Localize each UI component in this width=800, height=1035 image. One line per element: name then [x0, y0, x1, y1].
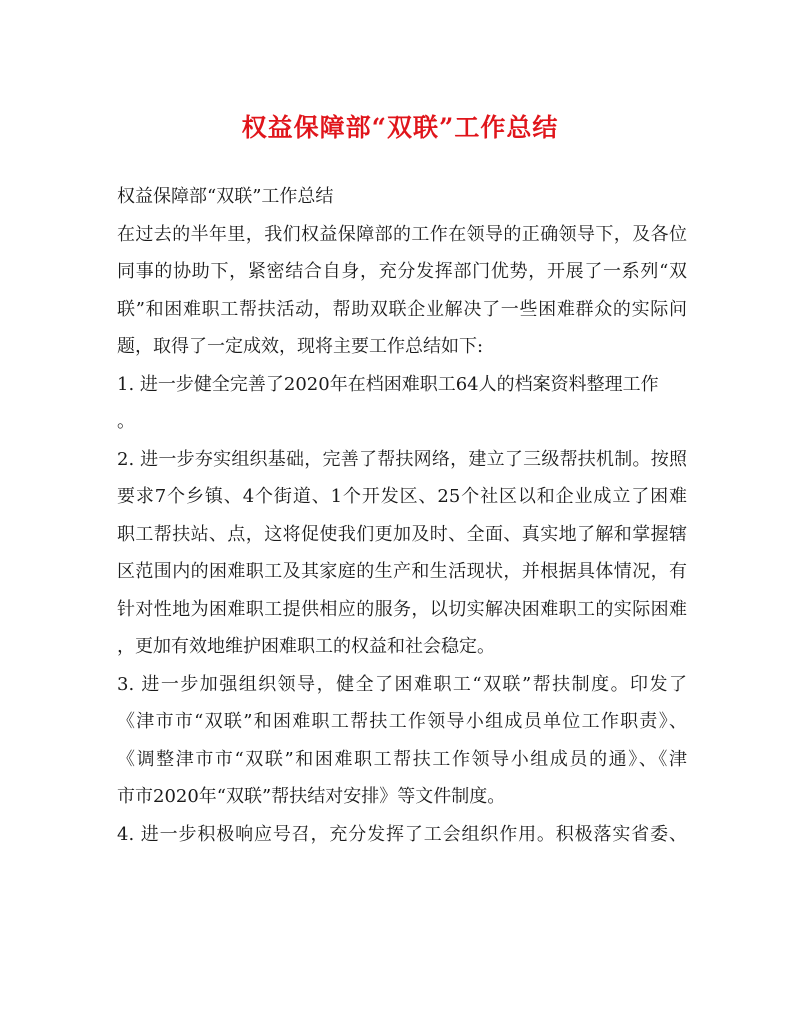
- body-line: 市市2020年“双联”帮扶结对安排》等文件制度。: [117, 786, 506, 807]
- body-line-subtitle: 权益保障部“双联”工作总结: [117, 186, 334, 207]
- body-line: 针对性地为困难职工提供相应的服务，以切实解决困难职工的实际困难: [117, 598, 687, 620]
- body-line-item-3: 3. 进一步加强组织领导，健全了困难职工“双联”帮扶制度。印发了: [117, 673, 688, 695]
- body-line: 同事的协助下，紧密结合自身，充分发挥部门优势，开展了一系列“双: [117, 261, 687, 282]
- body-line: 要求7个乡镇、4个街道、1个开发区、25个社区以和企业成立了困难: [117, 486, 687, 507]
- document-body: [117, 178, 687, 853]
- body-line-item-1: 1. 进一步健全完善了2020年在档困难职工64人的档案资料整理工作: [117, 373, 659, 395]
- body-line: 在过去的半年里，我们权益保障部的工作在领导的正确领导下，及各位: [117, 223, 687, 245]
- body-line: 联”和困难职工帮扶活动，帮助双联企业解决了一些困难群众的实际问: [117, 298, 687, 320]
- document-title: 权益保障部“双联”工作总结: [241, 113, 559, 142]
- body-line-item-4: 4. 进一步积极响应号召，充分发挥了工会组织作用。积极落实省委、: [117, 823, 687, 845]
- body-line: 职工帮扶站、点，这将促使我们更加及时、全面、真实地了解和掌握辖: [117, 523, 687, 545]
- body-line: ，更加有效地维护困难职工的权益和社会稳定。: [117, 636, 495, 657]
- body-line: 《调整津市市“双联”和困难职工帮扶工作领导小组成员的通》、《津: [117, 748, 687, 770]
- body-line: 《津市市“双联”和困难职工帮扶工作领导小组成员单位工作职责》、: [117, 711, 687, 732]
- body-line: 题，取得了一定成效，现将主要工作总结如下:: [117, 336, 484, 357]
- body-line: 。: [117, 411, 135, 432]
- body-line-item-2: 2. 进一步夯实组织基础，完善了帮扶网络，建立了三级帮扶机制。按照: [117, 448, 687, 470]
- body-line: 区范围内的困难职工及其家庭的生产和生活现状，并根据具体情况，有: [117, 561, 687, 582]
